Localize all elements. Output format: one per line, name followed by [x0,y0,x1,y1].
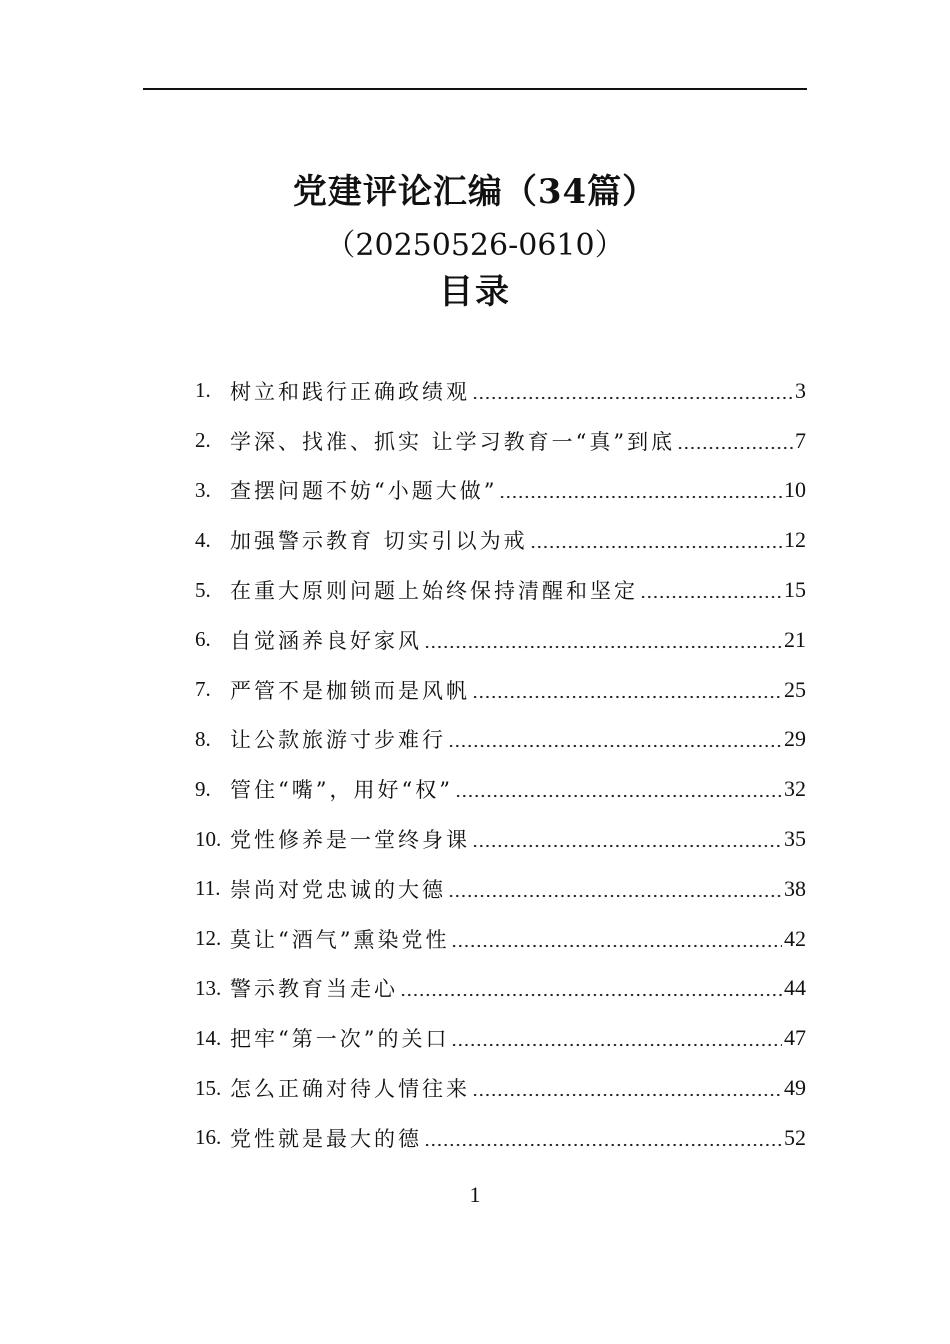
toc-entry-title: 怎么正确对待人情往来 [230,1077,470,1102]
toc-entry-page: 3 [795,377,806,403]
toc-entry-page: 10 [784,477,806,503]
toc-entry-title: 把牢“第一次”的关口 [230,1027,450,1052]
toc-entry-number: 9. [195,776,211,801]
page-number: 1 [469,1182,481,1207]
toc-entry-title: 崇尚对党忠诚的大德 [230,877,446,902]
document-title: 党建评论汇编（34篇） [292,172,658,212]
toc-entry[interactable] [195,416,806,466]
toc-entry[interactable] [195,366,806,416]
toc-entry-number: 2. [195,428,211,453]
dot-leader [640,595,782,599]
toc-entry-page: 32 [784,776,806,802]
header-rule [143,88,807,90]
toc-entry-title: 自觉涵养良好家风 [230,628,422,653]
dot-leader [400,993,782,997]
toc-entry[interactable] [195,964,806,1014]
toc-entry[interactable] [195,515,806,565]
dot-leader [451,944,782,948]
dot-leader [424,645,782,649]
toc-entry-page: 38 [784,875,806,901]
toc-entry-title: 查摆问题不妨“小题大做” [230,479,498,504]
toc-entry-title: 树立和践行正确政绩观 [230,379,470,404]
toc-entry-title: 让公款旅游寸步难行 [230,728,446,753]
toc-entry-title: 党性修养是一堂终身课 [230,828,470,853]
toc-entry[interactable] [195,665,806,715]
toc-entry[interactable] [195,1013,806,1063]
dot-leader [472,695,782,699]
dot-leader [448,744,782,748]
toc-entry-number: 3. [195,477,211,502]
toc-entry-title: 管住“嘴”，用好“权” [230,778,453,803]
toc-entry-page: 44 [784,975,806,1001]
toc-entry-number: 10. [195,826,222,851]
toc-entry-number: 14. [195,1025,222,1050]
toc-entry-number: 8. [195,726,211,751]
table-of-contents [195,366,806,1163]
toc-entry-page: 42 [784,925,806,951]
toc-entry[interactable] [195,565,806,615]
toc-heading: 目录 [439,272,511,312]
toc-entry-number: 6. [195,627,211,652]
dot-leader [472,844,782,848]
toc-entry-number: 15. [195,1075,222,1100]
toc-entry-page: 52 [784,1124,806,1150]
toc-entry-number: 7. [195,677,211,702]
document-date-range: （20250526-0610） [325,228,625,263]
toc-entry-number: 11. [195,876,221,901]
toc-entry-page: 25 [784,676,806,702]
toc-entry-title: 在重大原则问题上始终保持清醒和坚定 [230,579,638,604]
toc-entry-page: 15 [784,577,806,603]
toc-entry[interactable] [195,1113,806,1163]
dot-leader [455,794,782,798]
dot-leader [451,1043,782,1047]
toc-entry-number: 4. [195,527,211,552]
toc-entry[interactable] [195,466,806,516]
toc-entry-title: 党性就是最大的德 [230,1126,422,1151]
toc-entry-page: 21 [784,626,806,652]
toc-entry[interactable] [195,1063,806,1113]
toc-entry[interactable] [195,864,806,914]
dot-leader [424,1143,782,1147]
toc-entry[interactable] [195,715,806,765]
dot-leader [448,894,782,898]
dot-leader [472,396,793,400]
toc-entry-page: 47 [784,1025,806,1051]
dot-leader [677,446,793,450]
dot-leader [530,545,782,549]
dot-leader [499,495,782,499]
toc-entry[interactable] [195,615,806,665]
toc-entry-title: 莫让“酒气”熏染党性 [230,927,450,952]
toc-entry-title: 警示教育当走心 [230,977,398,1002]
toc-entry-title: 加强警示教育 切实引以为戒 [230,529,528,554]
toc-entry-page: 29 [784,726,806,752]
toc-entry-number: 1. [195,378,211,403]
toc-entry-page: 49 [784,1075,806,1101]
toc-entry-page: 7 [795,427,806,453]
toc-entry[interactable] [195,814,806,864]
toc-entry-number: 12. [195,926,222,951]
toc-entry-number: 5. [195,577,211,602]
toc-entry-number: 16. [195,1125,222,1150]
toc-entry[interactable] [195,914,806,964]
toc-entry-page: 12 [784,527,806,553]
toc-entry-page: 35 [784,826,806,852]
toc-entry-title: 学深、找准、抓实 让学习教育一“真”到底 [230,429,676,454]
toc-entry-number: 13. [195,975,222,1000]
dot-leader [472,1093,782,1097]
toc-entry-title: 严管不是枷锁而是风帆 [230,678,470,703]
toc-entry[interactable] [195,764,806,814]
